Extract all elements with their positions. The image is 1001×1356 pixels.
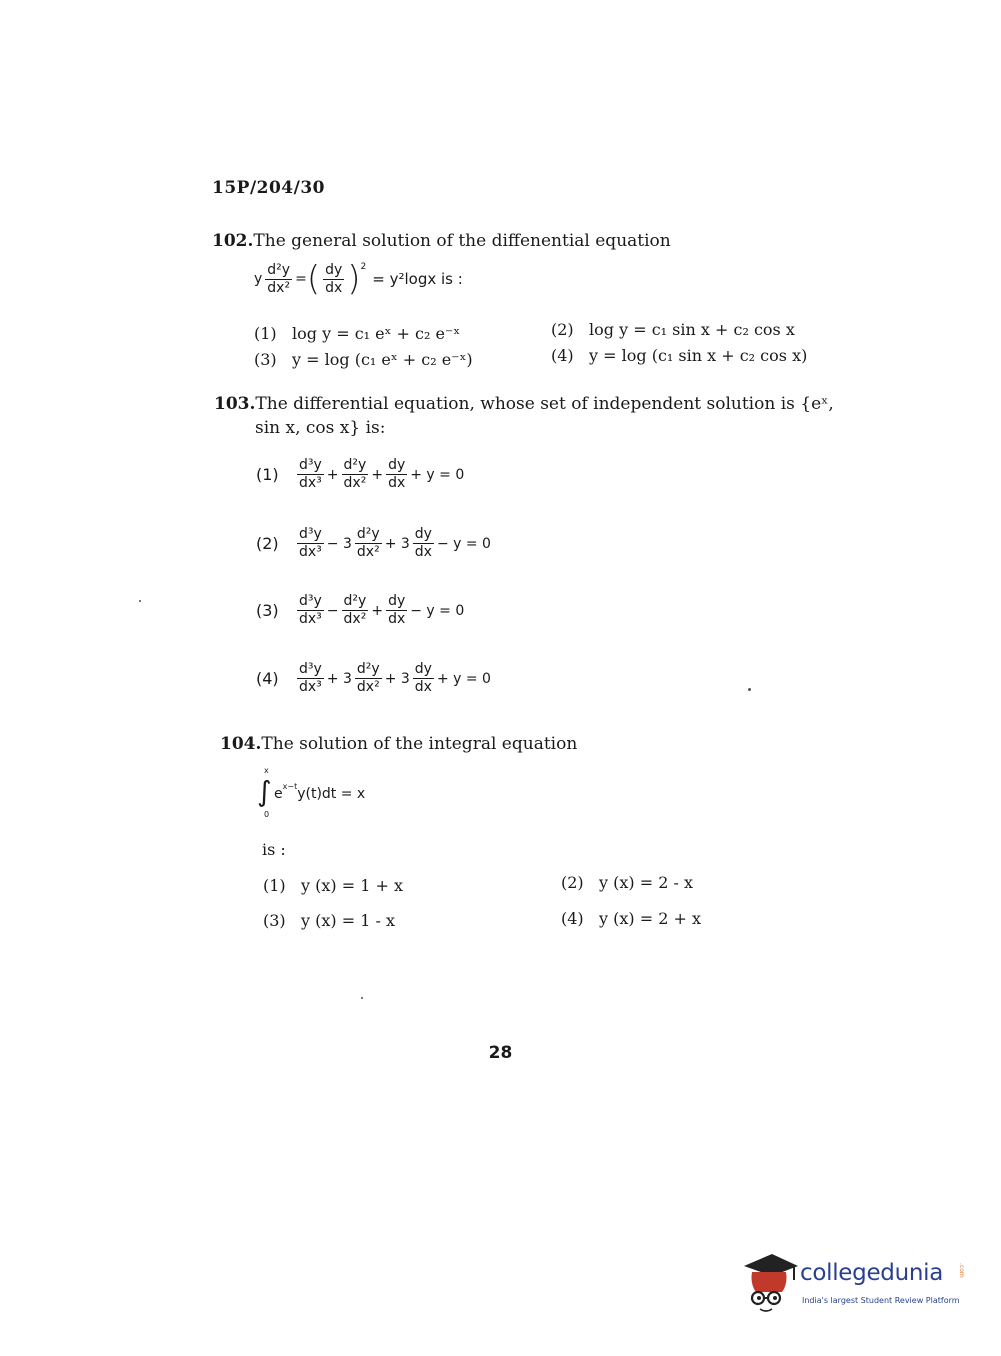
option-103-1: (1) $\frac{\text{d³y}}{\text{dx³}}$ + $\frac{\text{d²y}}{\text{dx²}}$ + $\frac{dy}{dx}$ + y = 0 bbox=[256, 457, 465, 491]
option-103-4: (4) $\frac{\text{d³y}}{\text{dx³}}$ + 3 $\frac{\text{d²y}}{\text{dx²}}$ + 3 $\frac{dy}{dx}$ + y = 0 bbox=[256, 661, 491, 695]
logo-tagline: India's largest Student Review Platform bbox=[802, 1296, 960, 1305]
option-104-2: (2) y (x) = 2 - x bbox=[561, 873, 693, 892]
page-number: 28 bbox=[488, 1043, 513, 1063]
right-paren: ) bbox=[347, 259, 361, 299]
option-104-4: (4) y (x) = 2 + x bbox=[561, 909, 701, 928]
integral-sign: x ∫ 0 bbox=[257, 766, 272, 819]
option-104-1: (1) y (x) = 1 + x bbox=[263, 876, 403, 895]
question-number: 104. bbox=[220, 734, 262, 754]
scan-speck bbox=[748, 688, 751, 691]
logo-com: .com bbox=[958, 1263, 965, 1278]
is-label: is : bbox=[262, 840, 286, 859]
option-103-2: (2) $\frac{\text{d³y}}{\text{dx³}}$ − 3 $\frac{\text{d²y}}{\text{dx²}}$ + 3 $\frac{dy}{dx}$ − y = 0 bbox=[256, 526, 491, 560]
option-102-4: (4) y = log (c₁ sin x + c₂ cos x) bbox=[551, 346, 808, 365]
option-102-3: (3) y = log (c₁ eˣ + c₂ e⁻ˣ) bbox=[254, 350, 473, 369]
option-104-3: (3) y (x) = 1 - x bbox=[263, 911, 395, 930]
left-paren: ( bbox=[306, 259, 321, 299]
question-text: The solution of the integral equation bbox=[261, 734, 578, 754]
question-text: The general solution of the diffenential equation bbox=[253, 231, 671, 251]
fraction-d2y-dx2: $\frac{\text{d²y}}{\text{dx²}}$ bbox=[267, 261, 291, 296]
question-104 bbox=[220, 734, 577, 754]
scan-speck bbox=[361, 997, 363, 999]
equation-102 bbox=[254, 259, 463, 299]
question-number: 103. bbox=[214, 394, 256, 414]
fraction-dy-dx: $\frac{dy}{dx}$ bbox=[325, 261, 343, 296]
paper-code: 15P/204/30 bbox=[212, 178, 326, 198]
option-102-2: (2) log y = c₁ sin x + c₂ cos x bbox=[551, 320, 795, 339]
question-text: The differential equation, whose set of independent solution is {eˣ, bbox=[255, 394, 834, 414]
scan-speck bbox=[139, 600, 141, 602]
option-102-1: (1) log y = c₁ eˣ + c₂ e⁻ˣ bbox=[254, 324, 461, 343]
eq-y: y bbox=[254, 271, 263, 287]
collegedunia-logo bbox=[742, 1252, 972, 1316]
question-103-cont: sin x, cos x} is: bbox=[255, 418, 386, 438]
mascot-icon bbox=[742, 1252, 798, 1316]
question-number: 102. bbox=[212, 231, 254, 251]
eq-equals: = bbox=[295, 271, 307, 287]
exponent-2: 2 bbox=[360, 262, 367, 272]
question-102 bbox=[212, 231, 671, 251]
question-103 bbox=[214, 394, 834, 414]
integral-equation-104: x ∫ 0 e x−t y(t)dt = x bbox=[257, 766, 366, 819]
option-103-3: (3) $\frac{\text{d³y}}{\text{dx³}}$ − $\frac{\text{d²y}}{\text{dx²}}$ + $\frac{dy}{dx}$ − y = 0 bbox=[256, 593, 465, 627]
eq-rhs: = y²logx is : bbox=[372, 270, 463, 288]
logo-wordmark: collegedunia bbox=[800, 1260, 944, 1286]
